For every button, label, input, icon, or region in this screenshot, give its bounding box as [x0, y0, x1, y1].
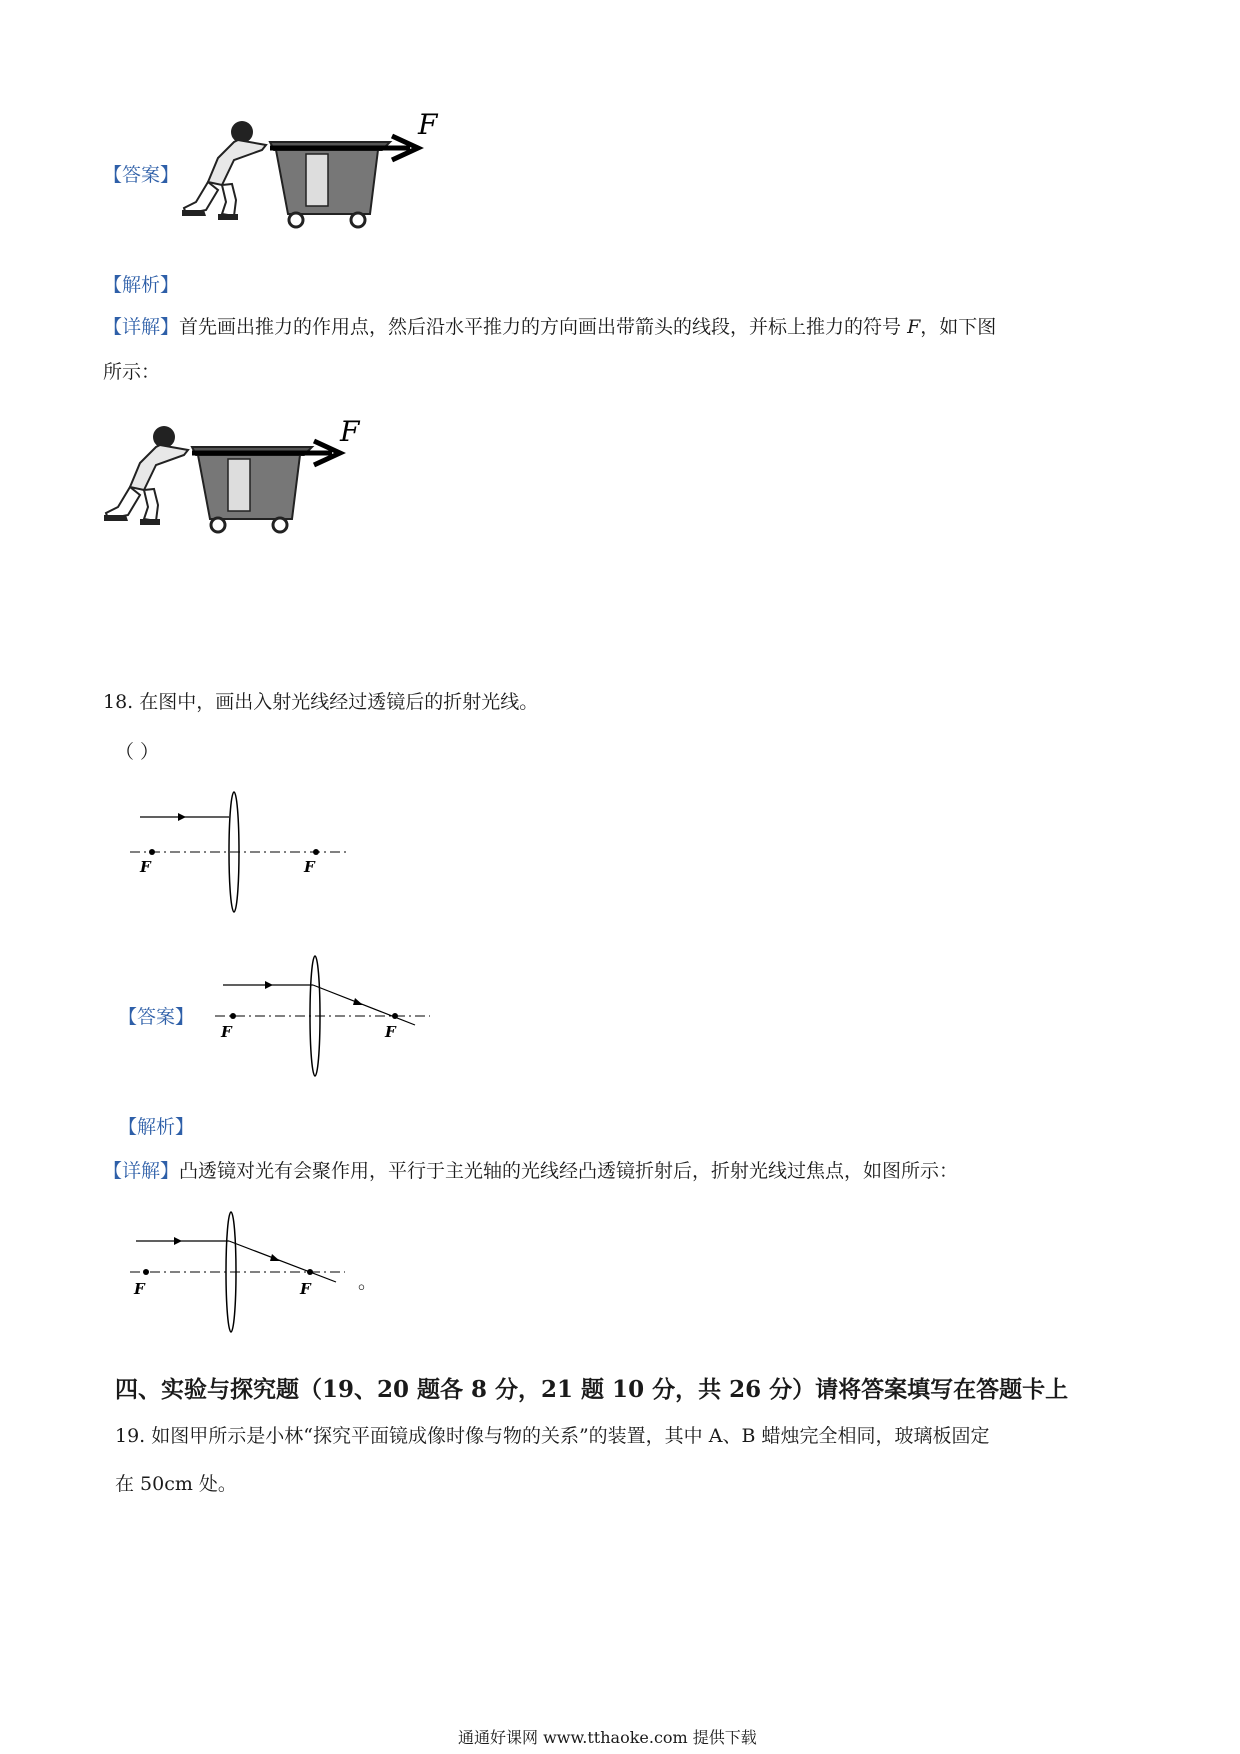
- lens-figure-detail: [130, 1210, 360, 1340]
- force-label-detail: F: [340, 415, 360, 448]
- detail-18-text: 凸透镜对光有会聚作用，平行于主光轴的光线经凸透镜折射后，折射光线过焦点，如图所示：: [179, 1160, 959, 1182]
- section-4-title: 四、实验与探究题（19、20 题各 8 分，21 题 10 分，共 26 分）请将答案填写在答题卡上: [115, 1376, 1069, 1403]
- detail-17-line1: [103, 313, 996, 341]
- end-mark-18: 。: [358, 1271, 378, 1293]
- cart-push-figure-answer: [178, 110, 448, 235]
- lens-figure-question: [130, 790, 370, 920]
- detail-tag-17: 【详解】: [103, 316, 180, 338]
- detail-17-line2: 所示：: [103, 361, 161, 383]
- cart-push-figure-detail: [100, 415, 370, 540]
- question-18: 18. 在图中，画出入射光线经过透镜后的折射光线。: [103, 691, 539, 713]
- detail-17-text: 首先画出推力的作用点，然后沿水平推力的方向画出带箭头的线段，并标上推力的符号: [179, 316, 902, 338]
- focus-left-q: F: [140, 858, 151, 876]
- analysis-tag-18: 【解析】: [118, 1116, 195, 1138]
- force-label-answer: F: [418, 110, 438, 141]
- focus-right-a: F: [385, 1023, 396, 1041]
- focus-left-a: F: [221, 1023, 232, 1041]
- analysis-tag-17: 【解析】: [103, 274, 180, 296]
- detail-17-text-end: ，如下图: [920, 316, 997, 338]
- question-19-line2: 在 50cm 处。: [115, 1473, 237, 1495]
- answer-tag-17: 【答案】: [103, 164, 180, 186]
- focus-right-q: F: [304, 858, 315, 876]
- question-19-line1: 19. 如图甲所示是小林“探究平面镜成像时像与物的关系”的装置，其中 A、B 蜡烛完全相同，玻璃板固定: [115, 1425, 990, 1447]
- focus-left-d: F: [134, 1280, 145, 1298]
- detail-18: [103, 1157, 958, 1185]
- lens-figure-answer: [215, 955, 435, 1085]
- detail-17-symbol: F: [907, 316, 921, 338]
- answer-tag-18: 【答案】: [118, 1006, 195, 1028]
- page-footer: 通通好课网 www.tthaoke.com 提供下载: [458, 1728, 757, 1747]
- detail-tag-18: 【详解】: [103, 1160, 180, 1182]
- answer-blank-18: （ ）: [115, 741, 160, 763]
- focus-right-d: F: [300, 1280, 311, 1298]
